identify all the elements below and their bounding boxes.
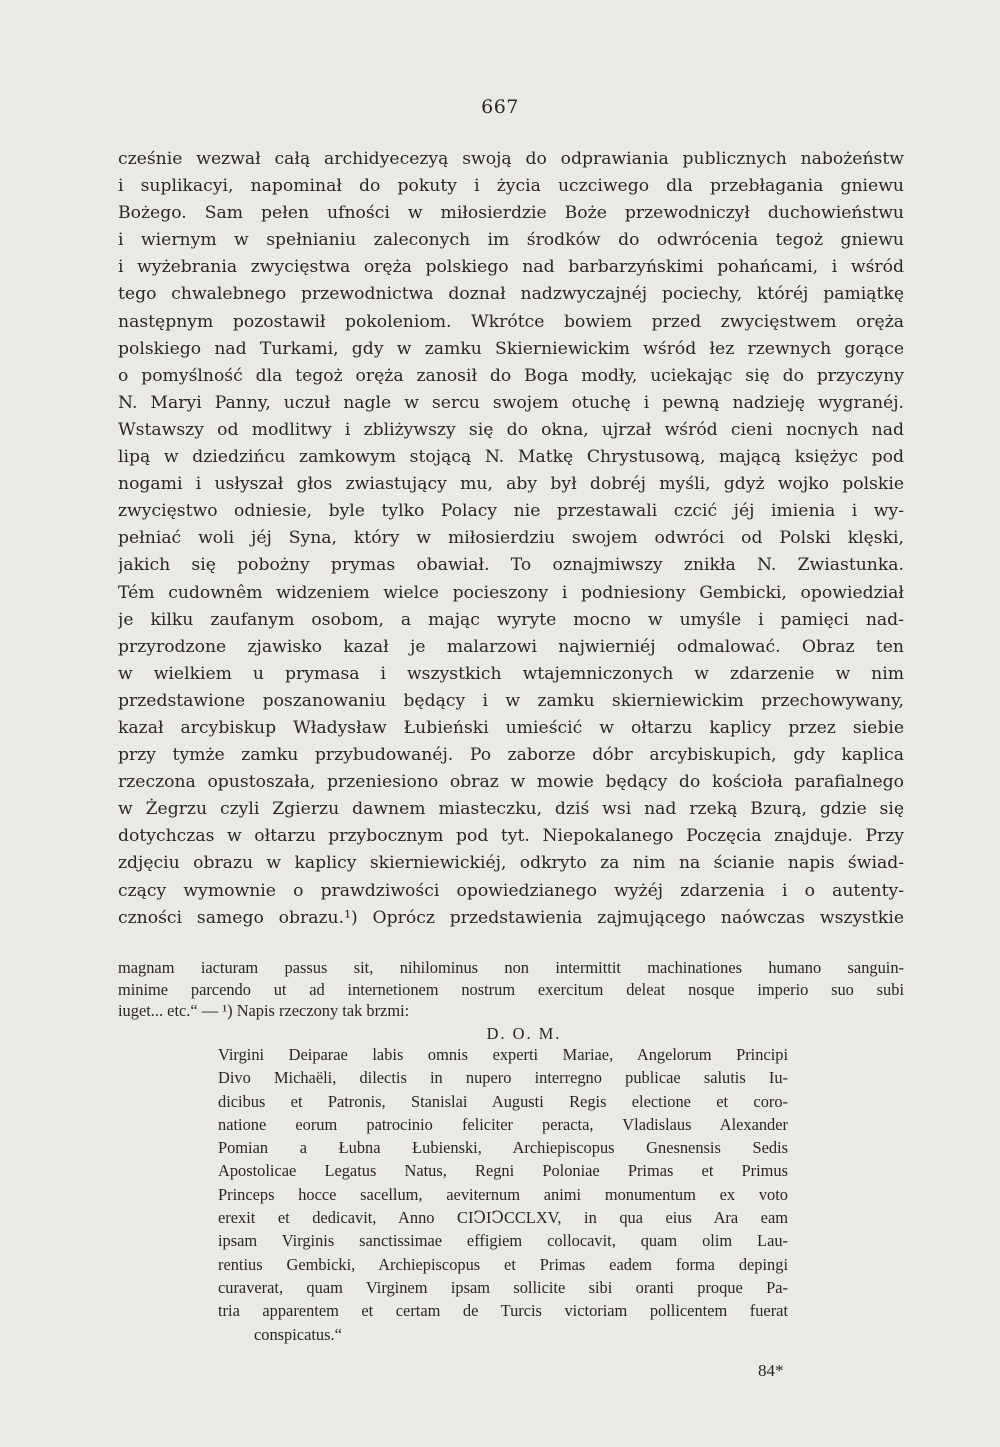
- text-line: w Żegrzu czyli Zgierzu dawnem miasteczku, dziś wsi nad rzeką Bzurą, gdzie się: [118, 799, 904, 820]
- text-line: kazał arcybiskup Władysław Łubieński umieścić w ołtarzu kaplicy przez siebie: [118, 717, 904, 738]
- footnote-block: [118, 957, 904, 1045]
- footnote-line: minime parcendo ut ad internetionem nostrum exercitum deleat nosque imperio suo subi: [118, 979, 904, 999]
- inscription-line: Princeps hocce sacellum, aeviternum animi monumentum ex voto: [218, 1184, 788, 1204]
- inscription-line: Virgini Deiparae labis omnis experti Mariae, Angelorum Principi: [218, 1045, 788, 1064]
- text-line: w wielkiem u prymasa i wszystkich wtajemniczonych w zdarzenie w nim: [118, 663, 904, 684]
- text-line: i suplikacyi, napominał do pokuty i życia uczciwego dla przebłagania gniewu: [118, 176, 904, 197]
- text-line: przedstawione poszanowaniu będący i w zamku skierniewickim przechowywany,: [118, 690, 904, 711]
- text-line: Tém cudownêm widzeniem wielce pocieszony i podniesiony Gembicki, opowiedział: [118, 582, 904, 603]
- inscription-line: Divo Michaëli, dilectis in nupero interregno publicae salutis Iu-: [218, 1068, 788, 1088]
- text-line: czności samego obrazu.¹) Oprócz przedstawienia zajmującego naówczas wszystkie: [118, 907, 904, 928]
- text-line: przyrodzone zjawisko kazał je malarzowi najwierniéj odmalować. Obraz ten: [118, 636, 904, 657]
- inscription-line: natione eorum patrocinio feliciter peracta, Vladislaus Alexander: [218, 1114, 788, 1134]
- signature-mark: 84*: [758, 1361, 784, 1380]
- text-line: lipą w dziedzińcu zamkowym stojącą N. Matkę Chrystusową, mającą księżyc pod: [118, 447, 904, 468]
- text-line: pełniać woli jéj Syna, który w miłosierdziu swojem odwróci od Polski klęski,: [118, 528, 904, 549]
- main-text-block: [118, 146, 904, 932]
- inscription-line: erexit et dedicavit, Anno CIↃIↃCCLXV, in qua eius Ara eam: [218, 1208, 788, 1228]
- text-line: i wiernym w spełnianiu zaleconych im środków do odwrócenia tegoż gniewu: [118, 230, 904, 251]
- text-line: cześnie wezwał całą archidyecezyą swoją do odprawiania publicznych nabożeństw: [118, 149, 904, 169]
- text-line: zwycięstwo odniesie, byle tylko Polacy nie przestawali czcić jéj imienia i wy-: [118, 501, 904, 522]
- text-line: je kilku zaufanym osobom, a mając wyryte mocno w umyśle i pamięci nad-: [118, 609, 904, 630]
- inscription-line: ipsam Virginis sanctissimae effigiem collocavit, quam olim Lau-: [218, 1231, 788, 1251]
- inscription-heading: D. O. M.: [486, 1023, 562, 1043]
- text-line: przy tymże zamku przybudowanéj. Po zaborze dóbr arcybiskupich, gdy kaplica: [118, 745, 904, 766]
- inscription-line: curaverat, quam Virginem ipsam sollicite sibi oranti proque Pa-: [218, 1277, 788, 1297]
- inscription-line: Apostolicae Legatus Natus, Regni Poloniae Primas et Primus: [218, 1161, 788, 1181]
- text-line: i wyżebrania zwycięstwa oręża polskiego nad barbarzyńskimi pohańcami, i wśród: [118, 257, 904, 278]
- text-line: czący wymownie o prawdziwości opowiedzianego wyżéj zdarzenia i o autenty-: [118, 880, 904, 901]
- text-line: zdjęciu obrazu w kaplicy skierniewickiéj, odkryto za nim na ścianie napis świad-: [118, 853, 904, 874]
- text-line: Wstawszy od modlitwy i zbliżywszy się do okna, ujrzał wśród cieni nocnych nad: [118, 419, 904, 440]
- text-line: dotychczas w ołtarzu przybocznym pod tyt. Niepokalanego Poczęcia znajduje. Przy: [118, 826, 904, 847]
- text-line: tego chwalebnego przewodnictwa doznał nadzwyczajnéj pociechy, któréj pamiątkę: [118, 284, 904, 305]
- text-line: N. Maryi Panny, uczuł nagle w sercu swojem otuchę i pewną nadzieję wygranéj.: [118, 392, 904, 413]
- inscription-line: conspicatus.“: [254, 1324, 342, 1344]
- text-line: jakich się pobożny prymas obawiał. To oznajmiwszy znikła N. Zwiastunka.: [118, 555, 904, 576]
- text-line: następnym pozostawił pokoleniom. Wkrótce bowiem przed zwycięstwem oręża: [118, 311, 904, 332]
- inscription-line: tria apparentem et certam de Turcis victoriam pollicentem fuerat: [218, 1301, 788, 1321]
- footnote-line: magnam iacturam passus sit, nihilominus non intermittit machinationes humano sanguin-: [118, 958, 904, 977]
- text-line: polskiego nad Turkami, gdy w zamku Skierniewickim wśród łez rzewnych gorące: [118, 338, 904, 359]
- text-line: nogami i usłyszał głos zwiastujący mu, aby był dobréj myśli, gdyż wojko polskie: [118, 474, 904, 495]
- text-line: o pomyślność dla tegoż oręża zanosił do Boga modły, uciekając się do przyczyny: [118, 365, 904, 386]
- inscription-line: dicibus et Patronis, Stanislai Augusti Regis electione et coro-: [218, 1091, 788, 1111]
- page-number: 667: [481, 96, 519, 118]
- inscription-line: Pomian a Łubna Łubienski, Archiepiscopus Gnesnensis Sedis: [218, 1138, 788, 1158]
- inscription-line: rentius Gembicki, Archiepiscopus et Primas eadem forma depingi: [218, 1254, 788, 1274]
- text-line: rzeczona opustoszała, przeniesiono obraz w mowie będący do kościoła parafialnego: [118, 772, 904, 793]
- text-line: Bożego. Sam pełen ufności w miłosierdzie Boże przewodniczył duchowieństwu: [118, 203, 904, 224]
- footnote-line: iuget... etc.“ — ¹) Napis rzeczony tak brzmi:: [118, 1001, 410, 1020]
- inscription-block: [218, 1043, 788, 1346]
